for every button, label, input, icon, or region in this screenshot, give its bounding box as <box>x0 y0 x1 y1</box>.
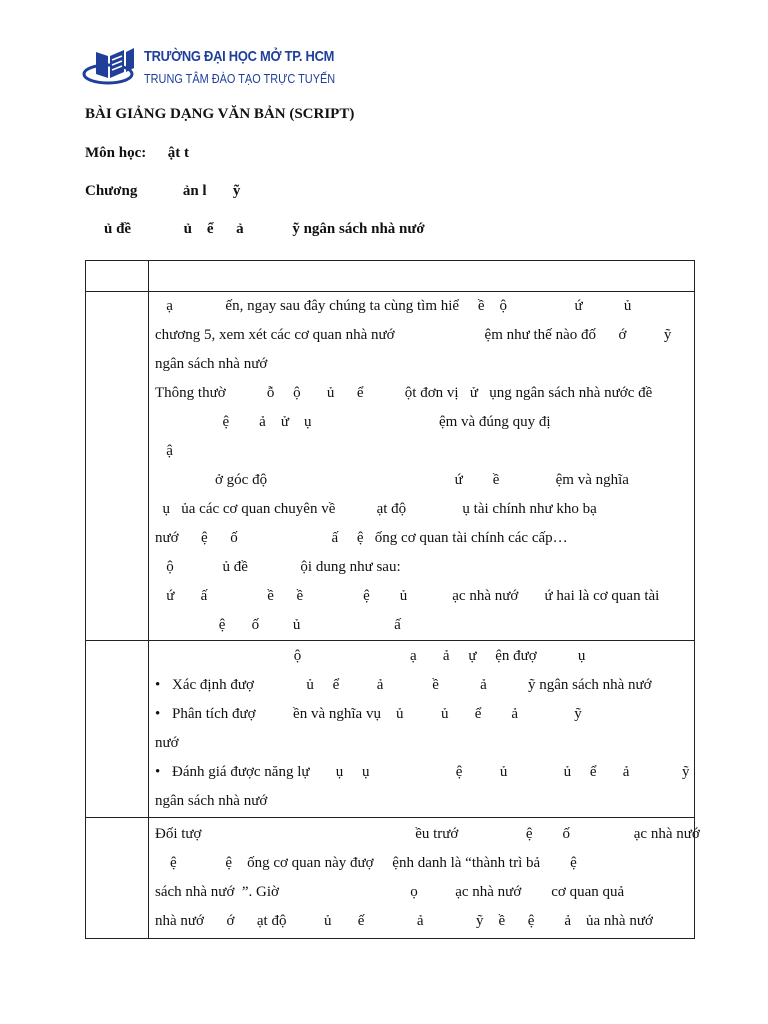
subject-label: Môn học: <box>85 145 147 161</box>
table-cell-left <box>86 818 149 938</box>
text-line: ậ <box>155 443 173 459</box>
text-line: ệ ả ử ụ ệm và đúng quy đị <box>155 414 551 430</box>
subject-line <box>85 145 189 162</box>
book-logo-icon <box>82 44 142 92</box>
text-line: nướ ệ ố ấ ệ ống cơ quan tài chính các cấp… <box>155 530 568 546</box>
text-line: ứ ấ ề ề ệ ủ ạc nhà nướ ứ hai là cơ quan tài <box>155 588 660 604</box>
table-row <box>86 291 694 640</box>
chapter-value: ản l ỹ <box>182 183 241 199</box>
text-line: nhà nướ ớ ạt độ ủ ế ả ỹ ề ệ ả ủa nhà nướ <box>155 913 653 929</box>
text-line: ngân sách nhà nướ <box>155 356 268 372</box>
university-name: TRƯỜNG ĐẠI HỌC MỞ TP. HCM <box>144 48 335 65</box>
text-line: ệ ệ ống cơ quan này đượ ệnh danh là “thành trì bả ệ <box>155 855 577 871</box>
bullet-text: Xác định đượ ủ ể ả ề ả ỹ ngân sách nhà nướ <box>172 677 652 693</box>
text-line: ạ ến, ngay sau đây chúng ta cùng tìm hiể ề ộ ứ ủ <box>155 298 632 314</box>
bullet-icon: • <box>155 764 161 780</box>
text-line: ở góc độ ứ ề ệm và nghĩa <box>155 472 629 488</box>
table-cell-content <box>149 641 697 817</box>
text-line: ụ ủa các cơ quan chuyên về ạt độ ụ tài chính như kho bạ <box>155 501 597 517</box>
topic-line: ủ đề ủ ể ả ỹ ngân sách nhà nướ <box>104 221 425 237</box>
text-line <box>155 671 689 700</box>
text-line <box>155 700 689 729</box>
table-row <box>86 261 694 291</box>
document-title: BÀI GIẢNG DẠNG VĂN BẢN (SCRIPT) <box>85 106 355 122</box>
text-line: Đối tượ ều trướ ệ ố ạc nhà nướ <box>155 826 700 842</box>
text-line: ệ ố ủ ấ <box>155 617 401 633</box>
text-line: ộ ủ đề ội dung như sau: <box>155 559 401 575</box>
university-logo <box>82 40 336 96</box>
table-cell-content <box>149 261 694 291</box>
text-line <box>155 758 689 787</box>
table-cell-content <box>149 292 694 640</box>
text-line: sách nhà nướ ”. Giờ ọ ạc nhà nướ cơ quan quả <box>155 884 625 900</box>
table-row <box>86 817 700 938</box>
text-line: ngân sách nhà nướ <box>155 793 268 809</box>
text-line: nướ <box>155 735 179 751</box>
text-line: Thông thườ ỗ ộ ủ ể ột đơn vị ử ụng ngân sách nhà nước đề <box>155 385 653 401</box>
chapter-label: Chương <box>85 183 138 199</box>
script-table <box>85 260 700 939</box>
subject-value: ật t <box>167 145 189 161</box>
bullet-icon: • <box>155 677 161 693</box>
text-line: chương 5, xem xét các cơ quan nhà nướ ệm như thế nào đố ớ ỹ <box>155 327 672 343</box>
text-line <box>155 261 686 290</box>
text-line: ộ ạ ả ự ện đượ ụ <box>155 648 586 664</box>
bullet-text: Đánh giá được năng lự ụ ụ ệ ủ ủ ể ả ỹ <box>172 764 690 780</box>
bullet-icon: • <box>155 706 161 722</box>
table-cell-left <box>86 641 149 817</box>
table-cell-content <box>149 818 708 938</box>
bullet-text: Phân tích đượ ền và nghĩa vụ ủ ủ ể ả ỹ <box>172 706 582 722</box>
chapter-line <box>85 183 240 200</box>
table-cell-left <box>86 292 149 640</box>
center-name: TRUNG TÂM ĐÀO TẠO TRỰC TUYẾN <box>144 71 336 86</box>
table-row <box>86 640 694 817</box>
table-cell-left <box>86 261 149 291</box>
